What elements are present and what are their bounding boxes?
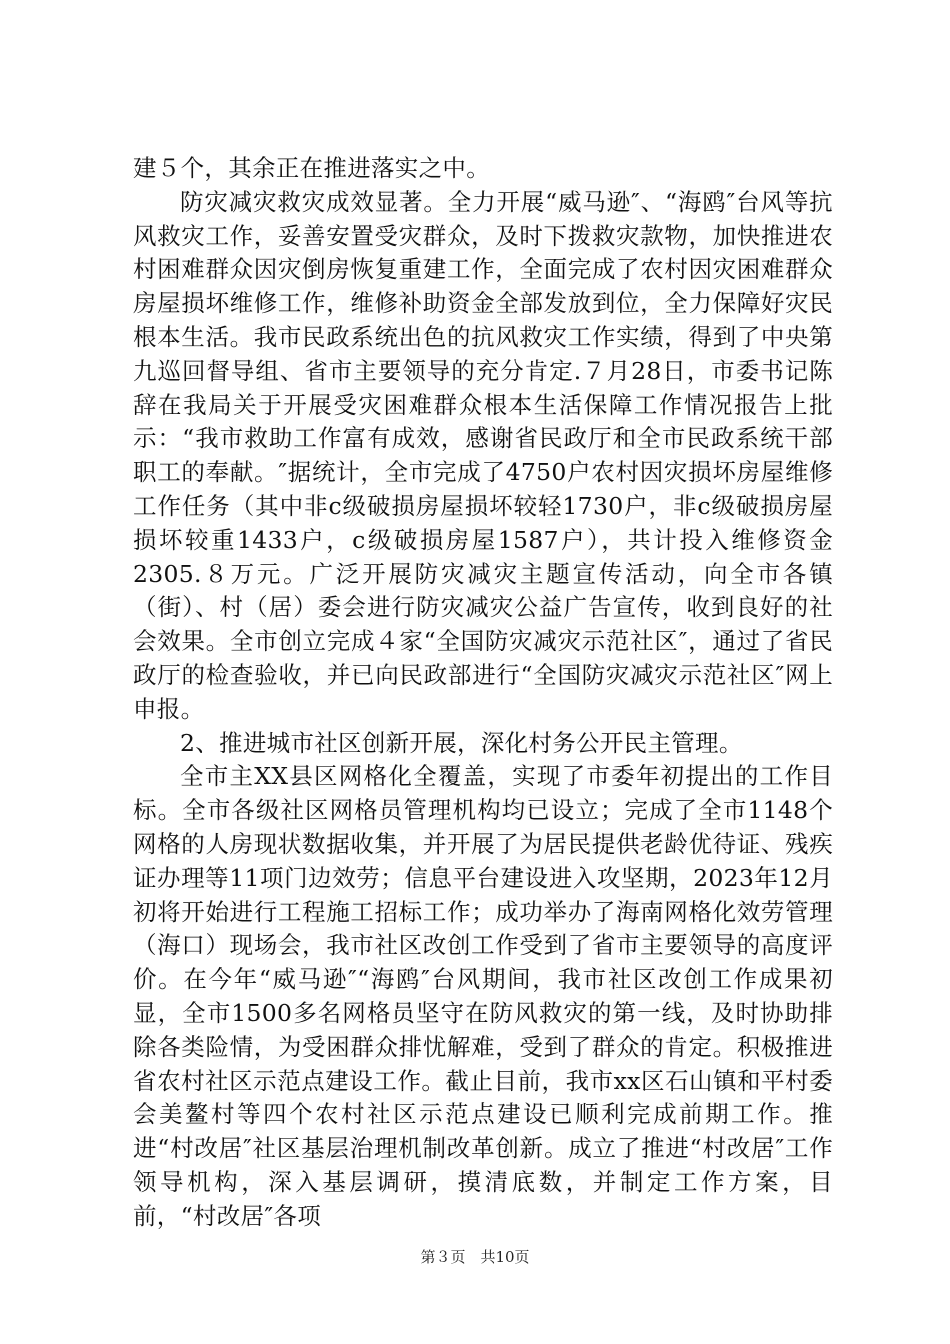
document-body: [133, 152, 833, 1234]
page-number-footer: 第３页 共10页: [420, 1248, 530, 1266]
paragraph-disaster-relief: 防灾减灾救灾成效显著。全力开展“威马逊″、“海鸥″台风等抗风救灾工作，妥善安置受灾群众，及时下拨救灾款物，加快推进农村困难群众因灾倒房恢复重建工作，全面完成了农村因灾困难群众房屋损坏维修工作，维修补助资金全部发放到位，全力保障好灾民根本生活。我市民政系统出色的抗风救灾工作实绩，得到了中央第九巡回督导组、省市主要领导的充分肯定.７月28日，市委书记陈辞在我局关于开展受灾困难群众根本生活保障工作情况报告上批示：“我市救助工作富有成效，感谢省民政厅和全市民政系统干部职工的奉献。″据统计，全市完成了4750户农村因灾损坏房屋维修工作任务（其中非c级破损房屋损坏较轻1730户，非c级破损房屋损坏较重1433户，c级破损房屋1587户），共计投入维修资金2305.８万元。广泛开展防灾减灾主题宣传活动，向全市各镇（街）、村（居）委会进行防灾减灾公益广告宣传，收到良好的社会效果。全市创立完成４家“全国防灾减灾示范社区″，通过了省民政厅的检查验收，并已向民政部进行“全国防灾减灾示范社区″网上申报。: [133, 187, 833, 723]
paragraph-continuation: 建５个，其余正在推进落实之中。: [133, 154, 490, 182]
paragraph-grid-management: 全市主XX县区网格化全覆盖，实现了市委年初提出的工作目标。全市各级社区网格员管理机构均已设立；完成了全市1148个网格的人房现状数据收集，并开展了为居民提供老龄优待证、残疾证办理等11项门边效劳；信息平台建设进入攻坚期，2023年12月初将开始进行工程施工招标工作；成功举办了海南网格化效劳管理（海口）现场会，我市社区改创工作受到了省市主要领导的高度评价。在今年“威马逊″“海鸥″台风期间，我市社区改创工作成果初显，全市1500多名网格员坚守在防风救灾的第一线，及时协助排除各类险情，为受困群众排忧解难，受到了群众的肯定。积极推进省农村社区示范点建设工作。截止目前，我市xx区石山镇和平村委会美鳌村等四个农村社区示范点建设已顺利完成前期工作。推进“村改居″社区基层治理机制改革创新。成立了推进“村改居″工作领导机构，深入基层调研，摸清底数，并制定工作方案，目前，“村改居″各项: [133, 762, 833, 1230]
section-heading-community-innovation: 2、推进城市社区创新开展，深化村务公开民主管理。: [180, 728, 743, 757]
